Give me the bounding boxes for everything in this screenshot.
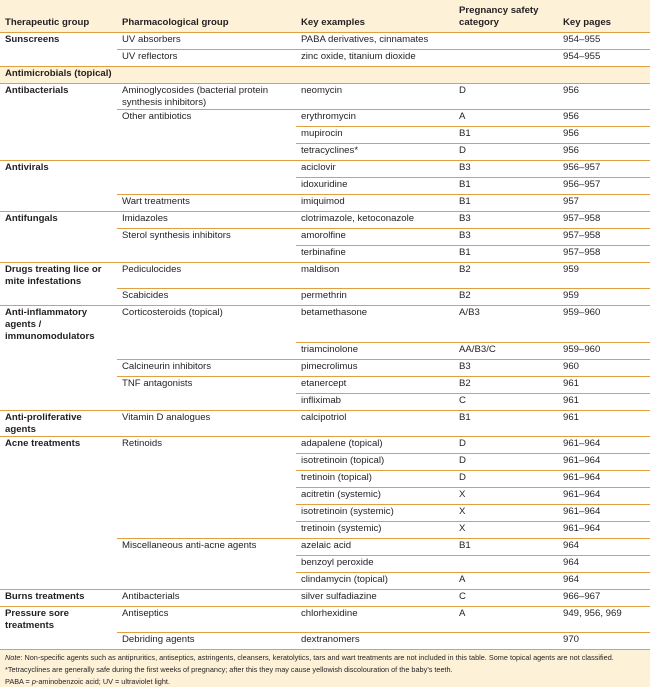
- cell-pharmacological: Scabicides: [117, 288, 296, 305]
- cell-pages: 957–958: [558, 229, 650, 246]
- cell-example: amorolfine: [296, 229, 454, 246]
- cell-pharmacological: Sterol synthesis inhibitors: [117, 229, 296, 246]
- cell-pages: 956–957: [558, 178, 650, 195]
- cell-therapeutic: Antimicrobials (topical): [0, 67, 117, 84]
- cell-therapeutic: [0, 488, 117, 505]
- cell-example: benzoyl peroxide: [296, 556, 454, 573]
- cell-example: PABA derivatives, cinnamates: [296, 33, 454, 50]
- table-row: [0, 263, 650, 289]
- cell-example: mupirocin: [296, 127, 454, 144]
- cell-pregnancy: [454, 50, 558, 67]
- cell-pages: 964: [558, 539, 650, 556]
- cell-pregnancy: D: [454, 144, 558, 161]
- cell-example: isotretinoin (topical): [296, 454, 454, 471]
- table-row: [0, 590, 650, 607]
- cell-pregnancy: D: [454, 454, 558, 471]
- cell-pages: 961–964: [558, 471, 650, 488]
- table-row: [0, 556, 650, 573]
- cell-pages: 961–964: [558, 488, 650, 505]
- cell-pregnancy: C: [454, 394, 558, 411]
- cell-pharmacological: [117, 471, 296, 488]
- note-label: Note: [5, 652, 21, 662]
- cell-pregnancy: B2: [454, 263, 558, 289]
- cell-pregnancy: B1: [454, 246, 558, 263]
- cell-pages: 961: [558, 377, 650, 394]
- table-row: [0, 161, 650, 178]
- table-row: [0, 607, 650, 633]
- cell-example: tretinoin (systemic): [296, 522, 454, 539]
- cell-pharmacological: Debriding agents: [117, 632, 296, 649]
- table-row: [0, 212, 650, 229]
- cell-therapeutic: [0, 110, 117, 127]
- table-row: [0, 488, 650, 505]
- cell-pregnancy: B2: [454, 377, 558, 394]
- cell-pregnancy: AA/B3/C: [454, 343, 558, 360]
- cell-pages: 959–960: [558, 305, 650, 343]
- cell-example: calcipotriol: [296, 411, 454, 437]
- cell-pregnancy: [454, 33, 558, 50]
- cell-pages: 956: [558, 127, 650, 144]
- cell-pages: 957–958: [558, 246, 650, 263]
- table-row: [0, 50, 650, 67]
- cell-therapeutic: Burns treatments: [0, 590, 117, 607]
- table-row: [0, 632, 650, 649]
- abbrev-part-a: PABA =: [5, 676, 32, 686]
- cell-example: neomycin: [296, 84, 454, 110]
- cell-pregnancy: B1: [454, 127, 558, 144]
- cell-pharmacological: Vitamin D analogues: [117, 411, 296, 437]
- cell-example: dextranomers: [296, 632, 454, 649]
- cell-pages: 961–964: [558, 437, 650, 454]
- table-row: [0, 539, 650, 556]
- cell-pregnancy: B3: [454, 161, 558, 178]
- table-row: [0, 246, 650, 263]
- cell-pages: 956: [558, 84, 650, 110]
- cell-pregnancy: B3: [454, 360, 558, 377]
- cell-pharmacological: Miscellaneous anti-acne agents: [117, 539, 296, 556]
- table-row: [0, 360, 650, 377]
- cell-pages: 961: [558, 411, 650, 437]
- cell-example: permethrin: [296, 288, 454, 305]
- cell-example: imiquimod: [296, 195, 454, 212]
- cell-therapeutic: [0, 288, 117, 305]
- cell-pharmacological: [117, 454, 296, 471]
- table-row: [0, 144, 650, 161]
- table-row: [0, 305, 650, 343]
- table-row: [0, 454, 650, 471]
- cell-therapeutic: [0, 556, 117, 573]
- cell-pages: 959: [558, 263, 650, 289]
- cell-pages: [558, 67, 650, 84]
- cell-pregnancy: A/B3: [454, 305, 558, 343]
- cell-pharmacological: [117, 573, 296, 590]
- cell-pharmacological: [117, 144, 296, 161]
- cell-therapeutic: [0, 50, 117, 67]
- cell-pages: 954–955: [558, 50, 650, 67]
- cell-pregnancy: D: [454, 471, 558, 488]
- cell-example: aciclovir: [296, 161, 454, 178]
- cell-example: tretinoin (topical): [296, 471, 454, 488]
- cell-example: betamethasone: [296, 305, 454, 343]
- cell-pharmacological: [117, 522, 296, 539]
- cell-pregnancy: X: [454, 488, 558, 505]
- note-general: [5, 653, 645, 663]
- cell-pharmacological: [117, 246, 296, 263]
- cell-pages: 964: [558, 556, 650, 573]
- table-notes: [0, 650, 650, 687]
- cell-therapeutic: Acne treatments: [0, 437, 117, 454]
- cell-pregnancy: B1: [454, 539, 558, 556]
- cell-pharmacological: [117, 67, 296, 84]
- cell-pages: 957: [558, 195, 650, 212]
- cell-pharmacological: Antiseptics: [117, 607, 296, 633]
- cell-therapeutic: [0, 632, 117, 649]
- cell-pregnancy: B1: [454, 195, 558, 212]
- cell-pages: 957–958: [558, 212, 650, 229]
- cell-example: tetracyclines*: [296, 144, 454, 161]
- table-row: [0, 127, 650, 144]
- cell-therapeutic: Antibacterials: [0, 84, 117, 110]
- table-row: [0, 522, 650, 539]
- cell-therapeutic: Antivirals: [0, 161, 117, 178]
- abbrev-part-b: p: [31, 676, 36, 686]
- table-row: [0, 394, 650, 411]
- cell-pharmacological: [117, 343, 296, 360]
- cell-pharmacological: UV absorbers: [117, 33, 296, 50]
- cell-pharmacological: TNF antagonists: [117, 377, 296, 394]
- cell-pages: 959: [558, 288, 650, 305]
- cell-pregnancy: A: [454, 607, 558, 633]
- cell-pharmacological: [117, 127, 296, 144]
- table-row: [0, 471, 650, 488]
- cell-pregnancy: D: [454, 437, 558, 454]
- cell-pharmacological: Corticosteroids (topical): [117, 305, 296, 343]
- cell-pages: 961–964: [558, 505, 650, 522]
- cell-pregnancy: B3: [454, 212, 558, 229]
- cell-pages: 961: [558, 394, 650, 411]
- cell-pages: 956–957: [558, 161, 650, 178]
- cell-therapeutic: [0, 229, 117, 246]
- cell-pharmacological: Retinoids: [117, 437, 296, 454]
- cell-therapeutic: [0, 144, 117, 161]
- cell-pregnancy: [454, 632, 558, 649]
- cell-example: infliximab: [296, 394, 454, 411]
- cell-pages: 970: [558, 632, 650, 649]
- cell-example: acitretin (systemic): [296, 488, 454, 505]
- cell-example: chlorhexidine: [296, 607, 454, 633]
- cell-example: idoxuridine: [296, 178, 454, 195]
- cell-example: triamcinolone: [296, 343, 454, 360]
- cell-example: clotrimazole, ketoconazole: [296, 212, 454, 229]
- table-row: [0, 573, 650, 590]
- cell-pregnancy: D: [454, 84, 558, 110]
- note-tetracycline: *Tetracyclines are generally safe during the first weeks of pregnancy; after this they may cause yellowish discolouration of the baby’s teeth.: [5, 664, 453, 674]
- cell-pharmacological: [117, 505, 296, 522]
- cell-pharmacological: [117, 556, 296, 573]
- cell-pharmacological: UV reflectors: [117, 50, 296, 67]
- cell-therapeutic: [0, 127, 117, 144]
- note-text: : Non-specific agents such as antipruritics, antiseptics, astringents, cleansers, keratolytics, tars and wart treatments are not included in this table. Some topical agents are not classified.: [20, 652, 614, 662]
- cell-pages: 954–955: [558, 33, 650, 50]
- cell-pharmacological: Imidazoles: [117, 212, 296, 229]
- table-row: [0, 288, 650, 305]
- cell-example: pimecrolimus: [296, 360, 454, 377]
- table-row: [0, 178, 650, 195]
- cell-therapeutic: Anti-proliferative agents: [0, 411, 117, 437]
- cell-therapeutic: [0, 505, 117, 522]
- cell-pregnancy: [454, 67, 558, 84]
- cell-example: [296, 67, 454, 84]
- cell-pharmacological: [117, 161, 296, 178]
- cell-pregnancy: X: [454, 505, 558, 522]
- cell-example: maldison: [296, 263, 454, 289]
- cell-pages: 960: [558, 360, 650, 377]
- table-row: [0, 377, 650, 394]
- table-row: [0, 84, 650, 110]
- cell-therapeutic: Sunscreens: [0, 33, 117, 50]
- cell-pregnancy: A: [454, 110, 558, 127]
- cell-pharmacological: Wart treatments: [117, 195, 296, 212]
- cell-pharmacological: Aminoglycosides (bacterial protein synthesis inhibitors): [117, 84, 296, 110]
- cell-pages: 956: [558, 110, 650, 127]
- cell-pharmacological: Antibacterials: [117, 590, 296, 607]
- table-header-row: [0, 0, 650, 33]
- header-therapeutic-group: Therapeutic group: [0, 0, 117, 33]
- cell-pregnancy: X: [454, 522, 558, 539]
- header-pharmacological-group: Pharmacological group: [117, 0, 296, 33]
- cell-pages: 959–960: [558, 343, 650, 360]
- cell-therapeutic: Anti-inflammatory agents / immunomodulators: [0, 305, 117, 343]
- header-key-examples: Key examples: [296, 0, 454, 33]
- cell-pages: 961–964: [558, 522, 650, 539]
- table-row: [0, 343, 650, 360]
- cell-therapeutic: [0, 454, 117, 471]
- table-row: [0, 437, 650, 454]
- table-row: [0, 229, 650, 246]
- cell-pharmacological: Calcineurin inhibitors: [117, 360, 296, 377]
- cell-therapeutic: [0, 522, 117, 539]
- cell-example: etanercept: [296, 377, 454, 394]
- cell-therapeutic: [0, 573, 117, 590]
- note-abbreviations: [5, 677, 645, 687]
- header-key-pages: Key pages: [558, 0, 650, 33]
- cell-pregnancy: B3: [454, 229, 558, 246]
- cell-pages: 964: [558, 573, 650, 590]
- cell-therapeutic: [0, 377, 117, 394]
- cell-therapeutic: [0, 246, 117, 263]
- cell-example: isotretinoin (systemic): [296, 505, 454, 522]
- cell-therapeutic: [0, 394, 117, 411]
- cell-pages: 949, 956, 969: [558, 607, 650, 633]
- cell-pages: 961–964: [558, 454, 650, 471]
- cell-pages: 966–967: [558, 590, 650, 607]
- cell-pregnancy: A: [454, 573, 558, 590]
- table-row: [0, 411, 650, 437]
- cell-therapeutic: Drugs treating lice or mite infestations: [0, 263, 117, 289]
- cell-pregnancy: C: [454, 590, 558, 607]
- table-row: [0, 195, 650, 212]
- cell-therapeutic: Pressure sore treatments: [0, 607, 117, 633]
- cell-pharmacological: [117, 178, 296, 195]
- cell-therapeutic: [0, 343, 117, 360]
- cell-therapeutic: [0, 360, 117, 377]
- cell-example: silver sulfadiazine: [296, 590, 454, 607]
- header-pregnancy-category: Pregnancy safety category: [454, 0, 558, 33]
- cell-example: clindamycin (topical): [296, 573, 454, 590]
- cell-pregnancy: B1: [454, 178, 558, 195]
- cell-therapeutic: Antifungals: [0, 212, 117, 229]
- cell-pharmacological: [117, 394, 296, 411]
- cell-example: terbinafine: [296, 246, 454, 263]
- cell-pharmacological: [117, 488, 296, 505]
- cell-example: erythromycin: [296, 110, 454, 127]
- cell-example: azelaic acid: [296, 539, 454, 556]
- cell-pregnancy: [454, 556, 558, 573]
- table-body: [0, 33, 650, 650]
- table-row: [0, 33, 650, 50]
- cell-therapeutic: [0, 178, 117, 195]
- cell-pregnancy: B2: [454, 288, 558, 305]
- table-row: [0, 110, 650, 127]
- cell-pharmacological: Pediculocides: [117, 263, 296, 289]
- table-row: [0, 67, 650, 84]
- abbrev-part-c: -aminobenzoic acid; UV = ultraviolet light.: [35, 676, 170, 686]
- cell-pharmacological: Other antibiotics: [117, 110, 296, 127]
- cell-therapeutic: [0, 195, 117, 212]
- cell-pages: 956: [558, 144, 650, 161]
- cell-example: adapalene (topical): [296, 437, 454, 454]
- cell-example: zinc oxide, titanium dioxide: [296, 50, 454, 67]
- cell-pregnancy: B1: [454, 411, 558, 437]
- table-row: [0, 505, 650, 522]
- cell-therapeutic: [0, 539, 117, 556]
- cell-therapeutic: [0, 471, 117, 488]
